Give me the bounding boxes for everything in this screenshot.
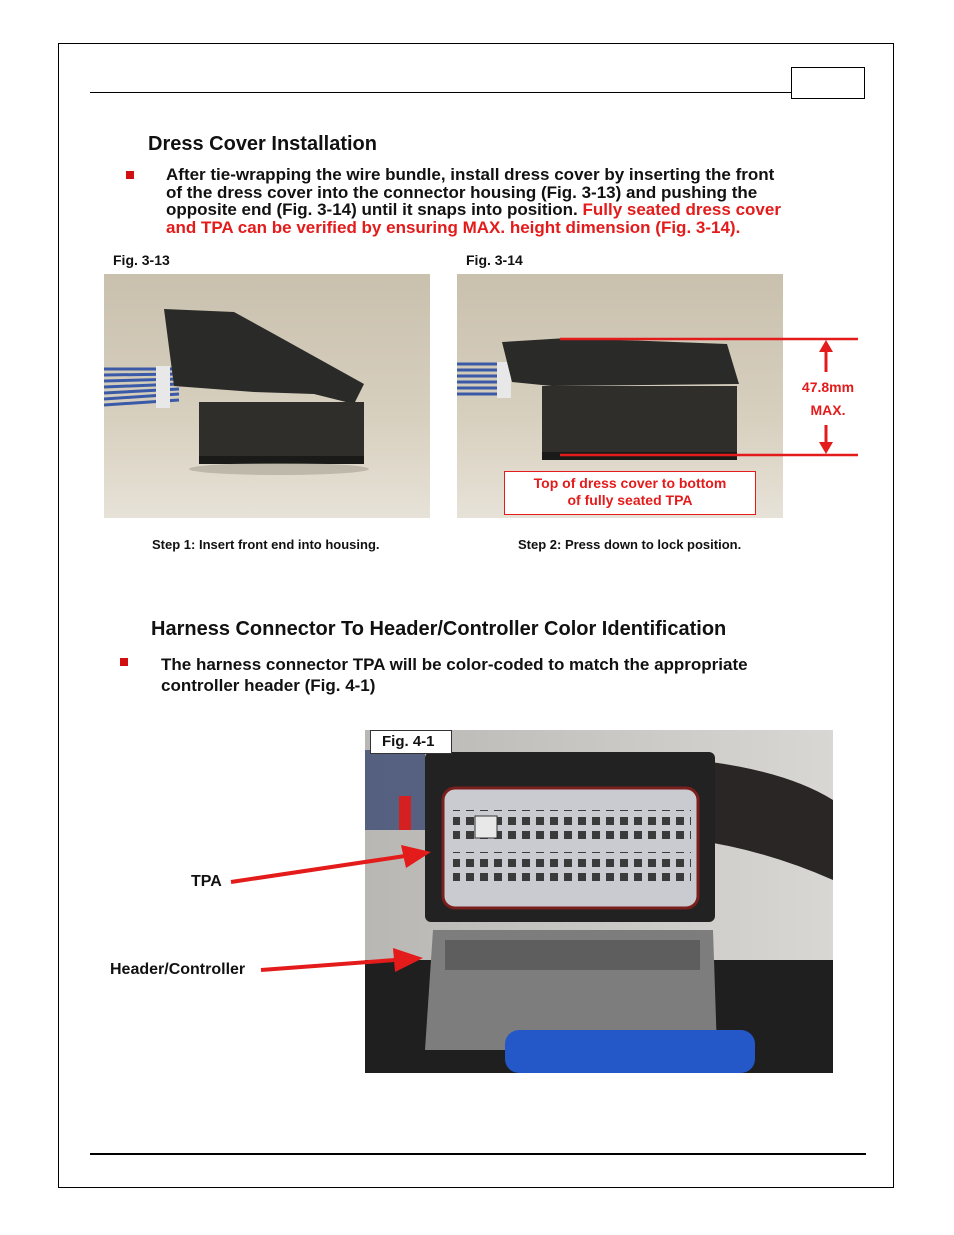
para-line: After tie-wrapping the wire bundle, install dress cover by inserting the front xyxy=(166,165,775,184)
dimension-note-box xyxy=(504,471,756,515)
dimension-overlay xyxy=(560,330,860,460)
footer-rule xyxy=(90,1153,866,1155)
para-text: opposite end (Fig. 3-14) until it snaps into position. xyxy=(166,200,583,219)
bullet-icon xyxy=(120,658,128,666)
fig-4-1-label-box xyxy=(370,730,452,754)
para-highlight: Fully seated dress cover xyxy=(582,200,781,219)
header-controller-label: Header/Controller xyxy=(110,961,246,978)
dimension-note-line: Top of dress cover to bottom xyxy=(533,475,727,491)
para-line: controller header (Fig. 4-1) xyxy=(161,676,376,695)
section-title-color-id: Harness Connector To Header/Controller Color Identification xyxy=(151,618,727,640)
dress-cover-paragraph xyxy=(166,166,781,236)
fig-3-13-label: Fig. 3-13 xyxy=(113,252,170,268)
para-line-highlight: and TPA can be verified by ensuring MAX. height dimension (Fig. 3-14). xyxy=(166,217,741,237)
fig-3-14-label: Fig. 3-14 xyxy=(466,252,523,268)
fig-3-13-caption: Step 1: Insert front end into housing. xyxy=(152,537,380,552)
para-line xyxy=(166,201,781,219)
fig-3-13-photo xyxy=(104,274,430,518)
color-id-paragraph xyxy=(161,654,748,696)
para-line: of the dress cover into the connector housing (Fig. 3-13) and pushing the xyxy=(166,182,758,202)
fig-4-1-label: Fig. 4-1 xyxy=(382,733,435,750)
para-line: The harness connector TPA will be color-coded to match the appropriate xyxy=(161,655,748,674)
section-title-dress-cover: Dress Cover Installation xyxy=(148,133,377,155)
bullet-icon xyxy=(126,171,134,179)
callout-arrows xyxy=(225,840,440,980)
page-number-box xyxy=(791,67,865,99)
tpa-label: TPA xyxy=(191,873,222,890)
fig-3-14-caption: Step 2: Press down to lock position. xyxy=(518,537,742,552)
dimension-value: 47.8mm xyxy=(801,379,855,395)
header-rule xyxy=(90,92,792,93)
dimension-max: MAX. xyxy=(810,402,846,418)
dimension-note-line: of fully seated TPA xyxy=(567,492,693,508)
